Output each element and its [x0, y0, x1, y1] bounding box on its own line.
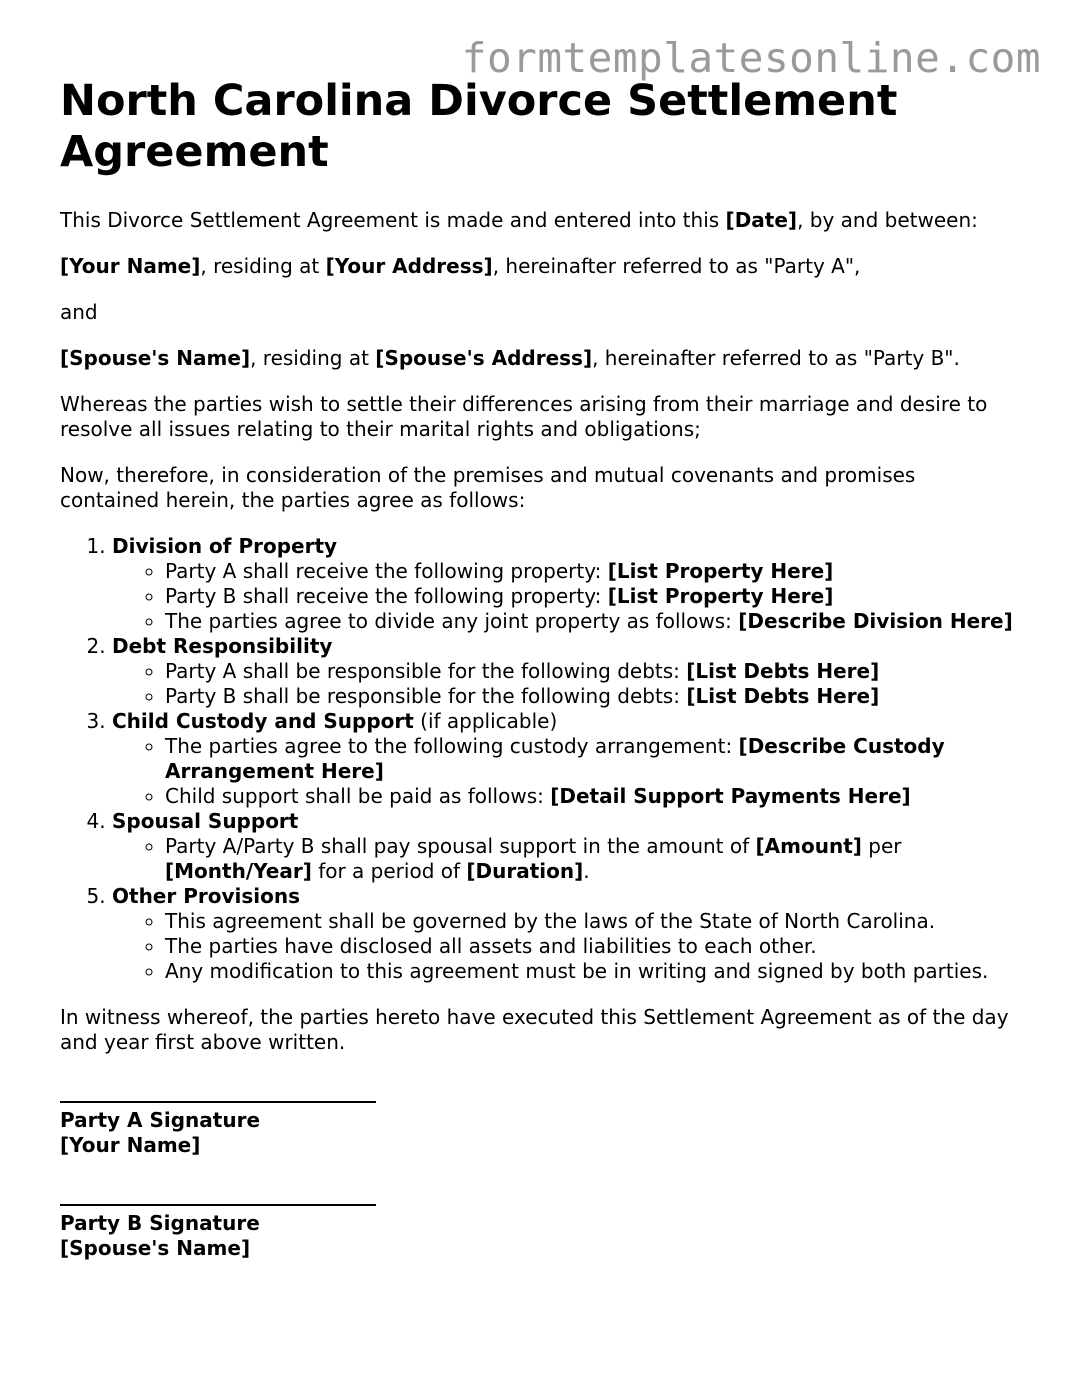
duration-field: [Duration]: [466, 859, 584, 883]
party-a-address-field: [Your Address]: [325, 254, 493, 278]
party-b-paragraph: [60, 346, 1020, 371]
fill-in-field: [List Property Here]: [607, 559, 834, 583]
intro-tail: , by and between:: [797, 208, 978, 232]
and-paragraph: and: [60, 300, 98, 324]
document-page: [60, 76, 1020, 1261]
period-field: [Month/Year]: [165, 859, 312, 883]
item-text: The parties agree to divide any joint property as follows:: [165, 609, 739, 633]
section-title: Spousal Support: [112, 809, 299, 833]
whereas-paragraph: Whereas the parties wish to settle their differences arising from their marriage and desire to resolve all issues relating to their marital rights and obligations;: [60, 392, 988, 441]
party-a-signature-block: [60, 1101, 1020, 1158]
watermark: formtemplatesonline.com: [461, 34, 1041, 82]
amount-field: [Amount]: [755, 834, 862, 858]
signature-label: Party B Signature: [60, 1211, 260, 1235]
item-text: Party A shall be responsible for the following debts:: [165, 659, 687, 683]
list-item: [165, 609, 1020, 634]
intro-text: This Divorce Settlement Agreement is made and entered into this: [60, 208, 726, 232]
list-item: [165, 684, 1020, 709]
party-b-tail: , hereinafter referred to as "Party B".: [592, 346, 960, 370]
signature-name: [Spouse's Name]: [60, 1236, 251, 1260]
sections-list: [60, 534, 1020, 984]
item-text: for a period of: [311, 859, 467, 883]
item-text: Party B shall receive the following property:: [165, 584, 608, 608]
document-title: North Carolina Divorce Settlement Agreement: [60, 76, 898, 177]
party-a-mid: , residing at: [200, 254, 326, 278]
item-text: The parties agree to the following custody arrangement:: [165, 734, 739, 758]
list-item: [165, 734, 1020, 784]
item-text: .: [583, 859, 590, 883]
party-b-signature-block: [60, 1204, 1020, 1261]
signature-line: [60, 1204, 376, 1206]
intro-paragraph: [60, 208, 1020, 233]
party-a-tail: , hereinafter referred to as "Party A",: [492, 254, 861, 278]
item-text: per: [861, 834, 902, 858]
date-field: [Date]: [725, 208, 798, 232]
section-title: Division of Property: [112, 534, 338, 558]
fill-in-field: [Describe Division Here]: [738, 609, 1013, 633]
section-items: [112, 909, 1020, 984]
section-title: Other Provisions: [112, 884, 300, 908]
party-b-name-field: [Spouse's Name]: [60, 346, 251, 370]
section-items: [112, 659, 1020, 709]
signature-name: [Your Name]: [60, 1133, 201, 1157]
section-items: [112, 734, 1020, 809]
fill-in-field: [Describe Custody Arrangement Here]: [165, 734, 945, 783]
item-text: Party B shall be responsible for the following debts:: [165, 684, 687, 708]
party-b-mid: , residing at: [250, 346, 376, 370]
list-item: ◦ Any modification to this agreement must be in writing and signed by both parties.: [165, 959, 1020, 984]
list-item: [165, 559, 1020, 584]
section-debt: [112, 634, 1020, 709]
list-item: ◦ This agreement shall be governed by the laws of the State of North Carolina.: [165, 909, 1020, 934]
fill-in-field: [List Debts Here]: [686, 684, 880, 708]
item-text: Party A shall receive the following property:: [165, 559, 608, 583]
list-item: [165, 584, 1020, 609]
section-note: (if applicable): [413, 709, 558, 733]
party-a-name-field: [Your Name]: [60, 254, 201, 278]
section-property: [112, 534, 1020, 634]
now-therefore-paragraph: Now, therefore, in consideration of the premises and mutual covenants and promises contained herein, the parties agree as follows:: [60, 463, 916, 512]
witness-paragraph: In witness whereof, the parties hereto have executed this Settlement Agreement as of the day and year first above written.: [60, 1005, 1009, 1054]
section-title: Child Custody and Support: [112, 709, 414, 733]
fill-in-field: [List Property Here]: [607, 584, 834, 608]
list-item: [165, 834, 1020, 884]
fill-in-field: [List Debts Here]: [686, 659, 880, 683]
signature-line: [60, 1101, 376, 1103]
party-a-paragraph: [60, 254, 1020, 279]
list-item: ◦ The parties have disclosed all assets and liabilities to each other.: [165, 934, 1020, 959]
section-items: [112, 834, 1020, 884]
section-other: [112, 884, 1020, 984]
section-spousal: [112, 809, 1020, 884]
section-custody: [112, 709, 1020, 809]
list-item: [165, 659, 1020, 684]
list-item: [165, 784, 1020, 809]
party-b-address-field: [Spouse's Address]: [375, 346, 593, 370]
item-text: Child support shall be paid as follows:: [165, 784, 551, 808]
section-items: [112, 559, 1020, 634]
signature-label: Party A Signature: [60, 1108, 261, 1132]
section-title: Debt Responsibility: [112, 634, 333, 658]
fill-in-field: [Detail Support Payments Here]: [550, 784, 911, 808]
item-text: Party A/Party B shall pay spousal support in the amount of: [165, 834, 756, 858]
